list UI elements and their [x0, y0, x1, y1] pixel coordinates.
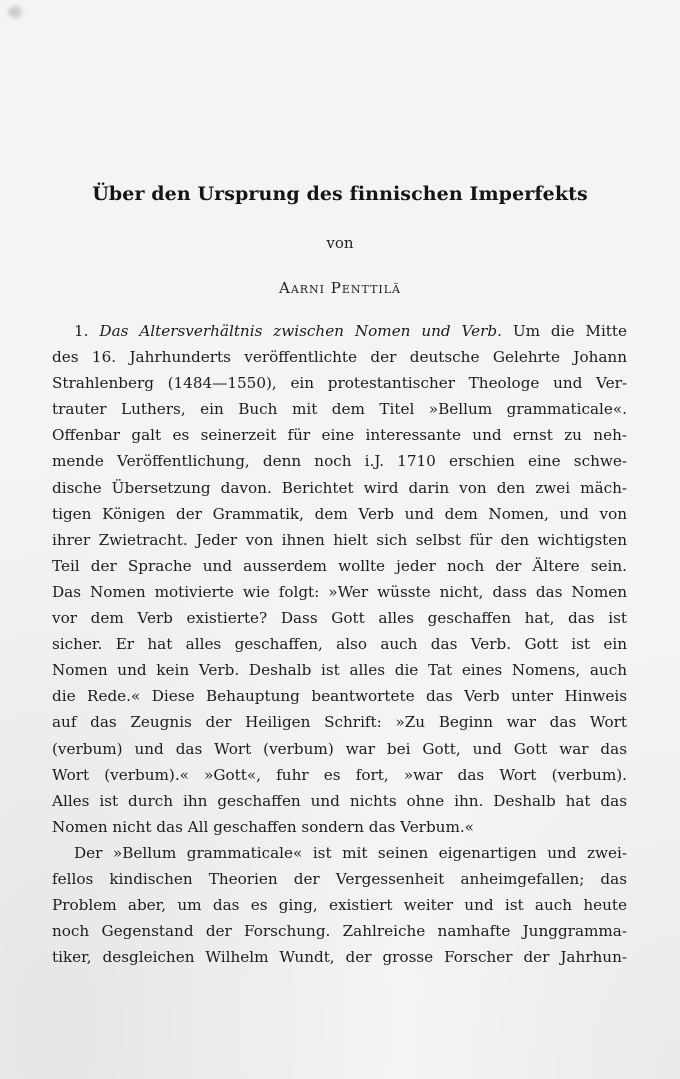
ink-smudge [8, 6, 22, 18]
text-line: Der »Bellum grammaticale« ist mit seinen eigenartigen und zwei- [74, 843, 627, 862]
paragraph-1 [52, 344, 627, 840]
text-line: ihrer Zwietracht. Jeder von ihnen hielt sich selbst für den wichtigsten [52, 530, 627, 549]
section-number: 1. [74, 322, 89, 340]
text-line: tigen Königen der Grammatik, dem Verb und dem Nomen, und von [52, 504, 627, 523]
text-line: Teil der Sprache und ausserdem wollte jeder noch der Ältere sein. [52, 556, 627, 575]
body-text [52, 318, 627, 970]
text-line: des 16. Jahrhunderts veröffentlichte der deutsche Gelehrte Johann [52, 348, 627, 367]
text-line: fellos kindischen Theorien der Vergessenheit anheimgefallen; das [52, 869, 627, 888]
text-line: Offenbar galt es seinerzeit für eine interessante und ernst zu neh- [52, 426, 627, 445]
text-line: Wort (verbum).« »Gott«, fuhr es fort, »war das Wort (verbum). [52, 765, 627, 784]
text-line: Alles ist durch ihn geschaffen und nichts ohne ihn. Deshalb hat das [52, 791, 627, 810]
text-line: vor dem Verb existierte? Dass Gott alles geschaffen hat, das ist [52, 609, 627, 628]
text-line: noch Gegenstand der Forschung. Zahlreiche namhafte Junggramma- [52, 922, 627, 941]
byline: von [326, 234, 354, 252]
text-line: Nomen nicht das All geschaffen sondern das Verbum.« [52, 817, 474, 836]
text-line: auf das Zeugnis der Heiligen Schrift: »Zu Beginn war das Wort [52, 713, 627, 732]
text-line: (verbum) und das Wort (verbum) war bei Gott, und Gott war das [52, 739, 627, 758]
paragraph-first-line [52, 318, 627, 344]
author-name: Aarni Penttilä [278, 279, 402, 297]
text-line: Problem aber, um das es ging, existiert weiter und ist auch heute [52, 896, 627, 915]
text-line: tiker, desgleichen Wilhelm Wundt, der grosse Forscher der Jahrhun- [52, 948, 627, 967]
text-line: Strahlenberg (1484—1550), ein protestantischer Theologe und Ver- [52, 374, 627, 393]
article-title: Über den Ursprung des finnischen Imperfekts [92, 183, 588, 205]
first-line-rest: Um die Mitte [512, 322, 627, 340]
text-line: die Rede.« Diese Behauptung beantwortete das Verb unter Hinweis [52, 687, 627, 706]
text-line: sicher. Er hat alles geschaffen, also auch das Verb. Gott ist ein [52, 635, 627, 654]
text-line: dische Übersetzung davon. Berichtet wird darin von den zwei mäch- [52, 478, 627, 497]
text-line: Nomen und kein Verb. Deshalb ist alles die Tat eines Nomens, auch [52, 661, 627, 680]
text-line: trauter Luthers, ein Buch mit dem Titel »Bellum grammaticale«. [52, 400, 627, 419]
text-line: Das Nomen motivierte wie folgt: »Wer wüsste nicht, dass das Nomen [52, 582, 627, 601]
section-heading: Das Altersverhältnis zwischen Nomen und Verb. [99, 322, 502, 340]
paragraph-2 [52, 840, 627, 970]
text-line: mende Veröffentlichung, denn noch i.J. 1710 erschien eine schwe- [52, 452, 627, 471]
